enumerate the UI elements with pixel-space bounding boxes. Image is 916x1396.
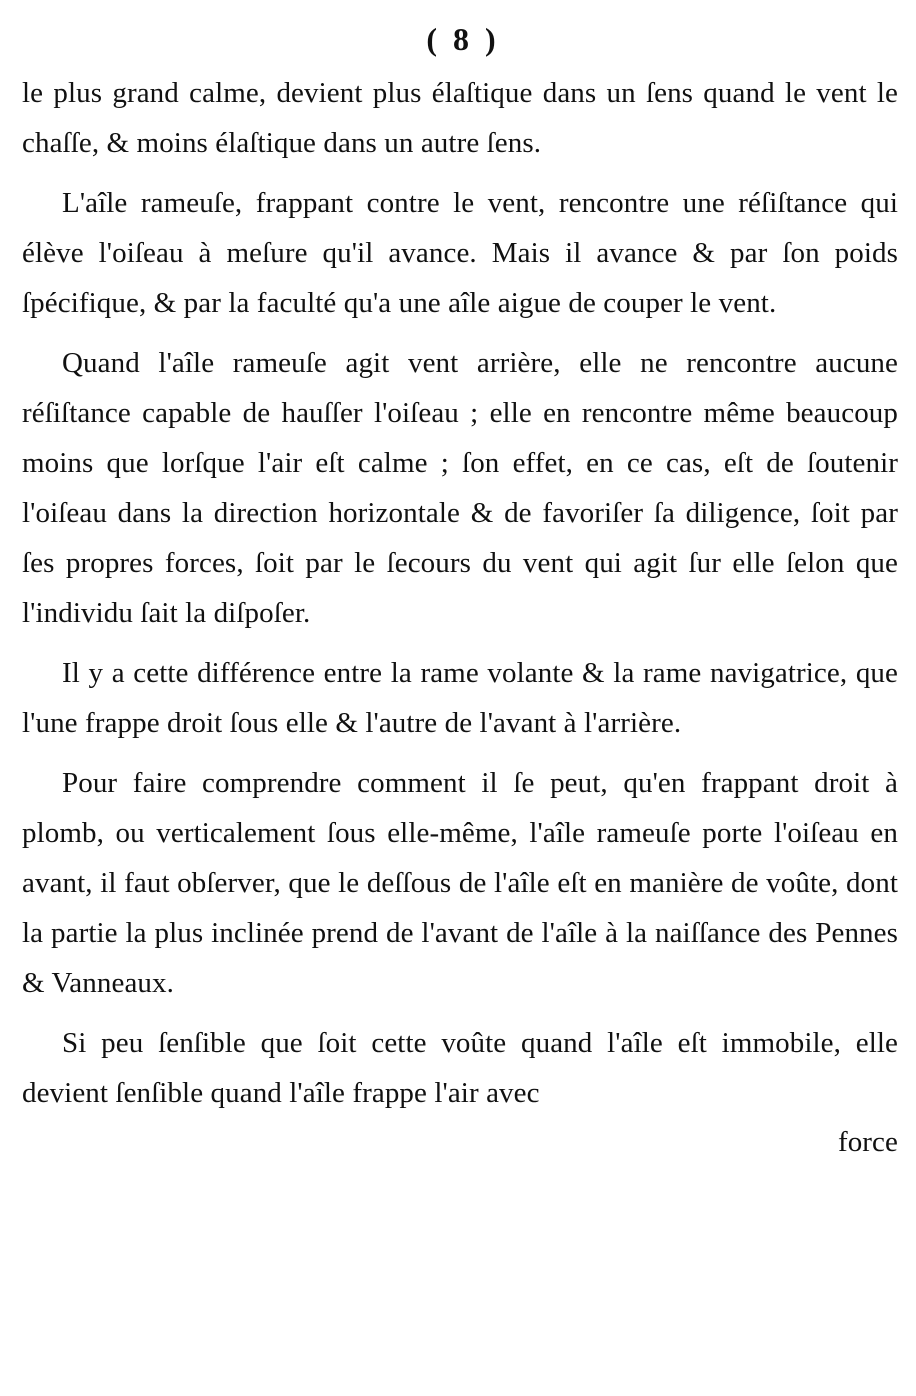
paragraph-continuation: le plus grand calme, devient plus élaſtique dans un ſens quand le vent le chaſſe, & moins élaſtique dans un autre ſens. bbox=[22, 77, 898, 159]
page-number: ( 8 ) bbox=[426, 21, 500, 57]
paragraph-wing-against-wind: L'aîle rameuſe, frappant contre le vent, rencontre une réſiſtance qui élève l'oiſeau à meſure qu'il avance. Mais il avance & par ſon poids ſpécifique, & par la faculté qu'a une aîle aigue de couper le vent. bbox=[22, 187, 898, 319]
paragraph-oar-difference: Il y a cette différence entre la rame volante & la rame navigatrice, que l'une frappe droit ſous elle & l'autre de l'avant à l'arrière. bbox=[22, 657, 898, 739]
book-page bbox=[22, 10, 898, 1166]
paragraph-vault-sensible: Si peu ſenſible que ſoit cette voûte quand l'aîle eſt immobile, elle devient ſenſible quand l'aîle frappe l'air avec bbox=[22, 1027, 898, 1109]
paragraph-vault-explanation: Pour faire comprendre comment il ſe peut, qu'en frappant droit à plomb, ou verticalement ſous elle-même, l'aîle rameuſe porte l'oiſeau en avant, il faut obſerver, que le deſſous de l'aîle eſt en manière de voûte, dont la partie la plus inclinée prend de l'avant de l'aîle à la naiſſance des Pennes & Vanneaux. bbox=[22, 767, 898, 999]
catchword: force bbox=[837, 1126, 898, 1158]
paragraph-wind-behind: Quand l'aîle rameuſe agit vent arrière, elle ne rencontre aucune réſiſtance capable de hauſſer l'oiſeau ; elle en rencontre même beaucoup moins que lorſque l'air eſt calme ; ſon effet, en ce cas, eſt de ſoutenir l'oiſeau dans la direction horizontale & de favoriſer ſa diligence, ſoit par ſes propres forces, ſoit par le ſecours du vent qui agit ſur elle ſelon que l'individu ſait la diſpoſer. bbox=[22, 347, 898, 629]
